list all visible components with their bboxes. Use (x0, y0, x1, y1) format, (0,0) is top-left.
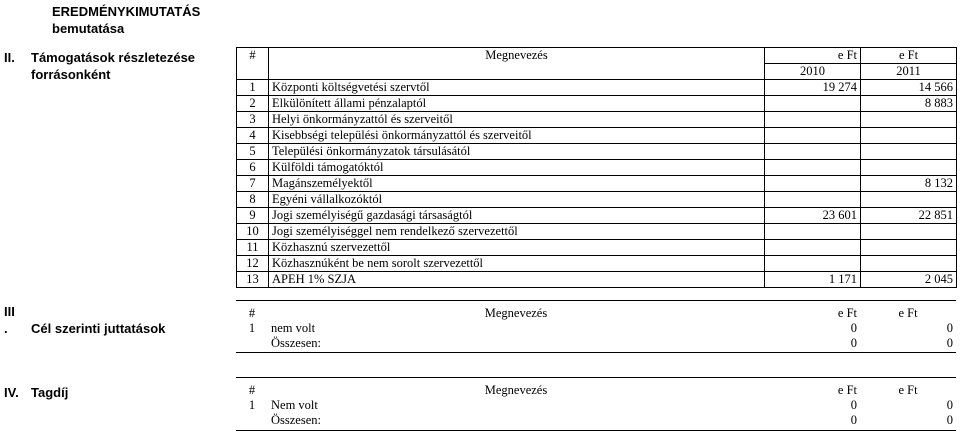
row-value-2010 (765, 128, 861, 144)
divider (236, 300, 956, 301)
header-col-1: e Ft (837, 383, 857, 397)
row-num: 11 (237, 240, 269, 256)
row-value-2010 (765, 176, 861, 192)
table-row (237, 256, 957, 272)
header-col-1: e Ft (765, 48, 861, 64)
row-num: 7 (237, 176, 269, 192)
row-name: Települési önkormányzatok társulásától (269, 144, 765, 160)
section-3-number (4, 303, 15, 337)
row-value-2011: 22 851 (861, 208, 957, 224)
header-num: # (248, 306, 256, 320)
section-4-table (236, 383, 956, 428)
row-name: Nem volt (271, 398, 318, 412)
row-name: Összesen: (271, 336, 321, 350)
row-value-2011 (861, 144, 957, 160)
row-num (236, 336, 268, 351)
table-row (237, 176, 957, 192)
row-value-1: 0 (850, 413, 857, 427)
header-col-2: e Ft (898, 383, 918, 397)
table-row (237, 192, 957, 208)
row-name: Külföldi támogatóktól (269, 160, 765, 176)
row-name: Helyi önkormányzattól és szerveitől (269, 112, 765, 128)
header-num: # (237, 48, 269, 64)
row-value-2010 (765, 256, 861, 272)
row-value-2011 (861, 192, 957, 208)
row-num: 8 (237, 192, 269, 208)
table-row (237, 208, 957, 224)
row-value-2011: 2 045 (861, 272, 957, 288)
report-title (52, 3, 200, 37)
header-name: Megnevezés (269, 48, 765, 64)
row-value-2010 (765, 240, 861, 256)
row-num: 1 (237, 80, 269, 96)
row-value-2: 0 (946, 336, 953, 350)
table-row (237, 240, 957, 256)
row-num: 4 (237, 128, 269, 144)
row-num: 13 (237, 272, 269, 288)
year-2010: 2010 (765, 64, 861, 80)
row-value-2011 (861, 240, 957, 256)
year-2011: 2011 (861, 64, 957, 80)
row-value-2011 (861, 256, 957, 272)
section-3-number-line-1: III (4, 304, 15, 319)
table-row (237, 272, 957, 288)
row-value-2011: 14 566 (861, 80, 957, 96)
row-name: nem volt (271, 321, 316, 335)
row-name: Központi költségvetési szervtől (269, 80, 765, 96)
header-name: Megnevezés (484, 383, 548, 397)
row-value-2: 0 (946, 398, 953, 412)
row-value-2011: 8 132 (861, 176, 957, 192)
table-row (237, 80, 957, 96)
section-3-header-row (236, 306, 956, 321)
divider (236, 352, 956, 353)
row-num (236, 413, 268, 428)
row-value-2010 (765, 192, 861, 208)
section-3-title: Cél szerinti juttatások (31, 321, 166, 336)
row-value-2010: 19 274 (765, 80, 861, 96)
row-value-1: 0 (850, 398, 857, 412)
section-2-title-line-2: forrásonként (31, 67, 111, 82)
section-3-table (236, 306, 956, 351)
row-value-2010 (765, 160, 861, 176)
row-num: 5 (237, 144, 269, 160)
row-value-2011 (861, 128, 957, 144)
table-row (236, 321, 956, 336)
row-value-2011: 8 883 (861, 96, 957, 112)
section-3-number-line-2: . (4, 321, 8, 336)
table-row (236, 336, 956, 351)
row-num: 12 (237, 256, 269, 272)
table-row (237, 144, 957, 160)
table-row (237, 96, 957, 112)
table-row (236, 413, 956, 428)
row-value-2010 (765, 96, 861, 112)
row-value-2010 (765, 144, 861, 160)
section-2-number: II. (4, 50, 15, 65)
section-2-year-row (237, 64, 957, 80)
section-2-title (31, 49, 195, 83)
row-name: Közhasznúként be nem sorolt szervezettől (269, 256, 765, 272)
row-value-2010 (765, 112, 861, 128)
row-name: Összesen: (271, 413, 321, 427)
table-row (237, 128, 957, 144)
row-value-1: 0 (850, 336, 857, 350)
header-col-2: e Ft (861, 48, 957, 64)
header-name: Megnevezés (484, 306, 548, 320)
row-name: Elkülönített állami pénzalaptól (269, 96, 765, 112)
row-name: Jogi személyiséggel nem rendelkező szervezettől (269, 224, 765, 240)
row-num: 10 (237, 224, 269, 240)
row-num: 1 (248, 398, 256, 412)
row-num: 9 (237, 208, 269, 224)
row-num: 1 (248, 321, 256, 335)
section-4-header-row (236, 383, 956, 398)
row-value-2: 0 (946, 321, 953, 335)
header-col-2: e Ft (898, 306, 918, 320)
row-value-2011 (861, 224, 957, 240)
row-name: Közhasznú szervezettől (269, 240, 765, 256)
table-row (237, 112, 957, 128)
row-value-1: 0 (850, 321, 857, 335)
divider (236, 430, 956, 431)
section-4-number: IV. (4, 385, 19, 400)
row-name: Magánszemélyektől (269, 176, 765, 192)
report-title-line-1: EREDMÉNYKIMUTATÁS (52, 4, 201, 19)
row-name: APEH 1% SZJA (269, 272, 765, 288)
row-value-2010 (765, 224, 861, 240)
row-value-2011 (861, 112, 957, 128)
row-value-2: 0 (946, 413, 953, 427)
divider (236, 377, 956, 378)
section-4-title: Tagdíj (31, 385, 69, 400)
row-num: 6 (237, 160, 269, 176)
header-col-1: e Ft (837, 306, 857, 320)
section-2-title-line-1: Támogatások részletezése (31, 50, 196, 65)
row-num: 2 (237, 96, 269, 112)
table-row (237, 224, 957, 240)
row-name: Kisebbségi települési önkormányzattól és szerveitől (269, 128, 765, 144)
table-row (237, 160, 957, 176)
row-value-2010: 1 171 (765, 272, 861, 288)
row-num: 3 (237, 112, 269, 128)
row-value-2010: 23 601 (765, 208, 861, 224)
report-title-line-2: bemutatása (52, 21, 125, 36)
table-row (236, 398, 956, 413)
row-name: Egyéni vállalkozóktól (269, 192, 765, 208)
row-value-2011 (861, 160, 957, 176)
section-2-header-row (237, 48, 957, 64)
row-name: Jogi személyiségű gazdasági társaságtól (269, 208, 765, 224)
header-num: # (248, 383, 256, 397)
section-2-table (236, 47, 957, 288)
